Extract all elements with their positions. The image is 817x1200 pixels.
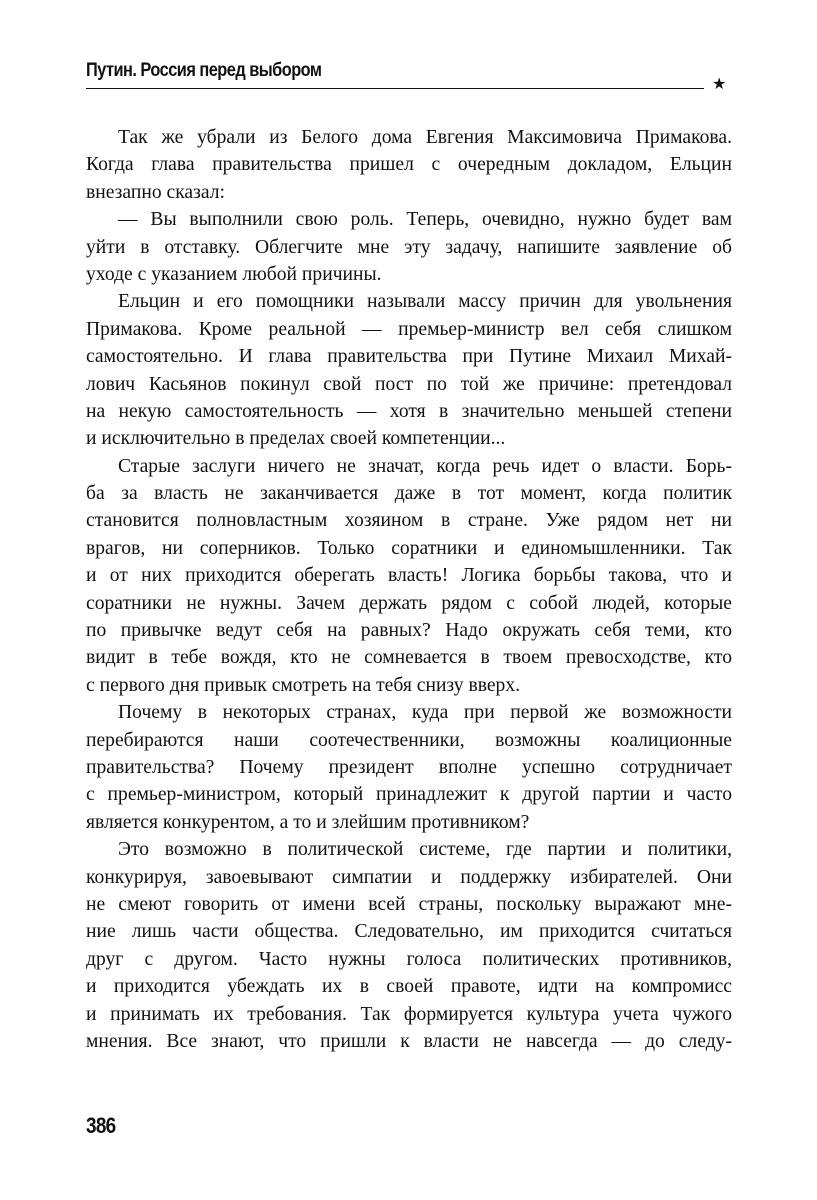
- running-head: [86, 60, 732, 94]
- text-line: становится полновластным хозяином в стране. Уже рядом нет ни: [86, 510, 732, 532]
- text-line: ба за власть не заканчивается даже в тот момент, когда политик: [86, 483, 732, 505]
- text-line: Примакова. Кроме реальной — премьер-министр вел себя слишком: [86, 318, 732, 340]
- text-line: друг с другом. Часто нужны голоса политических противников,: [86, 948, 732, 970]
- black-star-icon: ★: [712, 74, 727, 93]
- text-line: правительства? Почему президент вполне успешно сотрудничает: [86, 756, 732, 778]
- text-line: врагов, ни соперников. Только соратники и единомышленники. Так: [86, 537, 732, 559]
- text-line: Почему в некоторых странах, куда при первой же возможности: [118, 702, 732, 724]
- text-line: и исключительно в пределах своей компетенции...: [86, 428, 506, 450]
- text-line: и приходится убеждать их в своей правоте, идти на компромисс: [86, 976, 732, 998]
- text-line: является конкурентом, а то и злейшим противником?: [86, 811, 530, 833]
- text-line: уйти в отставку. Облегчите мне эту задачу, напишите заявление об: [86, 236, 732, 258]
- text-line: мнения. Все знают, что пришли к власти не навсегда — до следу-: [86, 1030, 732, 1052]
- text-line: не смеют говорить от имени всей страны, поскольку выражают мне-: [86, 893, 732, 915]
- text-line: на некую самостоятельность — хотя в значительно меньшей степени: [86, 400, 732, 422]
- text-line: по привычке ведут себя на равных? Надо окружать себя теми, кто: [86, 620, 732, 642]
- text-line: с первого дня привык смотреть на тебя снизу вверх.: [86, 674, 521, 696]
- header-rule: [86, 88, 704, 89]
- text-line: Это возможно в политической системе, где партии и политики,: [118, 839, 732, 861]
- text-line: Старые заслуги ничего не значат, когда речь идет о власти. Борь-: [118, 455, 732, 477]
- text-line: самостоятельно. И глава правительства при Путине Михаил Михай-: [86, 346, 732, 368]
- text-line: Ельцин и его помощники называли массу причин для увольнения: [118, 291, 732, 313]
- text-line: лович Касьянов покинул свой пост по той же причине: претендовал: [86, 373, 732, 395]
- text-line: Так же убрали из Белого дома Евгения Максимовича Примакова.: [118, 127, 732, 148]
- text-line: Когда глава правительства пришел с очередным докладом, Ельцин: [86, 154, 732, 176]
- text-line: и от них приходится оберегать власть! Логика борьбы такова, что и: [86, 565, 732, 587]
- text-line: конкурируя, завоевывают симпатии и поддержку избирателей. Они: [86, 866, 732, 888]
- text-line: — Вы выполнили свою роль. Теперь, очевидно, нужно будет вам: [118, 209, 732, 231]
- running-title: Путин. Россия перед выбором: [86, 60, 322, 81]
- text-line: внезапно сказал:: [86, 181, 225, 203]
- text-line: и принимать их требования. Так формируется культура учета чужого: [86, 1003, 732, 1025]
- text-line: уходе с указанием любой причины.: [86, 263, 382, 285]
- text-line: с премьер-министром, который принадлежит к другой партии и часто: [86, 784, 732, 806]
- text-line: ние лишь части общества. Следовательно, им приходится считаться: [86, 921, 732, 943]
- text-line: перебираются наши соотечественники, возможны коалиционные: [86, 729, 732, 751]
- text-line: соратники не нужны. Зачем держать рядом с собой людей, которые: [86, 592, 732, 614]
- body-text: [86, 124, 732, 1055]
- text-line: видит в тебе вождя, кто не сомневается в твоем превосходстве, кто: [86, 647, 732, 669]
- page-number: 386: [86, 1113, 116, 1138]
